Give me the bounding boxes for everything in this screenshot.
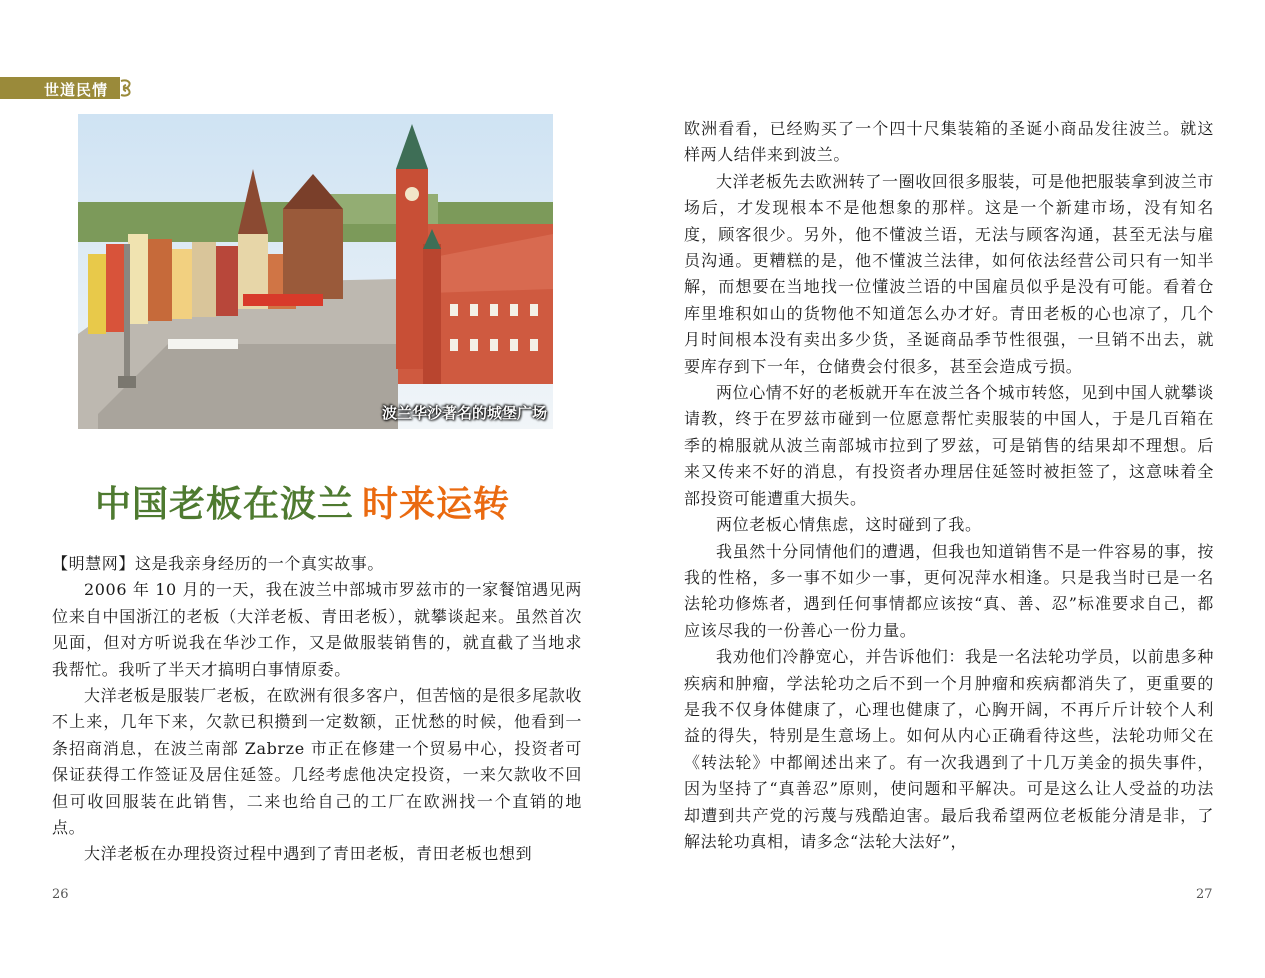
scroll-ornament-icon xyxy=(118,77,138,99)
right-column xyxy=(684,116,1214,855)
section-label: 世道民情 xyxy=(44,81,109,99)
paragraph: 欧洲看看，已经购买了一个四十尺集装箱的圣诞小商品发往波兰。就这样两人结伴来到波兰。 xyxy=(684,119,1214,165)
city-scene-illustration xyxy=(78,114,553,429)
photo-caption: 波兰华沙著名的城堡广场 xyxy=(381,404,547,422)
paragraph: 大洋老板先去欧洲转了一圈收回很多服装，可是他把服装拿到波兰市场后，才发现根本不是他想象的那样。这是一个新建市场，没有知名度，顾客很少。另外，他不懂波兰语，无法与顾客沟通，甚至无法与雇员沟通。更糟糕的是，他不懂波兰法律，如何依法经营公司只有一知半解，而想要在当地找一位懂波兰语的中国雇员似乎是没有可能。看着仓库里堆积如山的货物他不知道怎么办才好。青田老板的心也凉了，几个月时间根本没有卖出多少货，圣诞商品季节性很强，一旦销不出去，就要库存到下一年，仓储费会付很多，甚至会造成亏损。 xyxy=(684,171,1215,376)
page-number-left: 26 xyxy=(52,887,69,902)
paragraph: 2006 年 10 月的一天，我在波兰中部城市罗兹市的一家餐馆遇见两位来自中国浙江的老板（大洋老板、青田老板），就攀谈起来。虽然首次见面，但对方听说我在华沙工作，又是做服装销售的，就直截了当地求我帮忙。我听了半天才搞明白事情原委。 xyxy=(52,580,582,679)
headline-part1: 中国老板在波兰 xyxy=(95,484,355,525)
paragraph: 【明慧网】这是我亲身经历的一个真实故事。 xyxy=(52,554,385,573)
paragraph: 我劝他们冷静宽心，并告诉他们：我是一名法轮功学员，以前患多种疾病和肿瘤，学法轮功之后不到一个月肿瘤和疾病都消失了，更重要的是我不仅身体健康了，心理也健康了，心胸开阔，不再斤斤计较个人利益的得失，特别是生意场上。如何从内心正确看待这些，法轮功师父在《转法轮》中都阐述出来了。有一次我遇到了十几万美金的损失事件，因为坚持了“真善忍”原则，使问题和平解决。可是这么让人受益的功法却遭到共产党的污蔑与残酷迫害。最后我希望两位老板能分清是非，了解法轮功真相，请多念“法轮大法好”， xyxy=(684,647,1215,851)
paragraph: 大洋老板是服装厂老板，在欧洲有很多客户，但苦恼的是很多尾款收不上来，几年下来，欠款已积攒到一定数额，正忧愁的时候，他看到一条招商消息，在波兰南部 Zabrze 市正在修建一个贸易中心，投资者可保证获得工作签证及居住延签。几经考虑他决定投资，一来欠款收不回但可收回服装在此销售，二来也给自己的工厂在欧洲找一个直销的地点。 xyxy=(52,686,583,838)
paragraph: 两位老板心情焦虑，这时碰到了我。 xyxy=(716,515,982,535)
paragraph: 我虽然十分同情他们的遭遇，但我也知道销售不是一件容易的事，按我的性格，多一事不如少一事，更何况萍水相逢。只是我当时已是一名法轮功修炼者，遇到任何事情都应该按“真、善、忍”标准要求自己，都应该尽我的一份善心一份力量。 xyxy=(684,541,1215,640)
paragraph: 两位心情不好的老板就开车在波兰各个城市转悠，见到中国人就攀谈请教，终于在罗兹市碰到一位愿意帮忙卖服装的中国人，于是几百箱在季的棉服就从波兰南部城市拉到了罗兹，可是销售的结果却不理想。后来又传来不好的消息，有投资者办理居住延签时被拒签了，这意味着全部投资可能遭重大损失。 xyxy=(684,383,1215,508)
page-number-right: 27 xyxy=(1196,887,1213,902)
headline-part2: 时来运转 xyxy=(362,484,511,525)
paragraph: 大洋老板在办理投资过程中遇到了青田老板，青田老板也想到 xyxy=(84,844,533,864)
left-column xyxy=(52,551,582,868)
section-tab xyxy=(0,77,138,99)
castle-square-photo xyxy=(78,114,553,429)
article-headline xyxy=(95,476,565,527)
